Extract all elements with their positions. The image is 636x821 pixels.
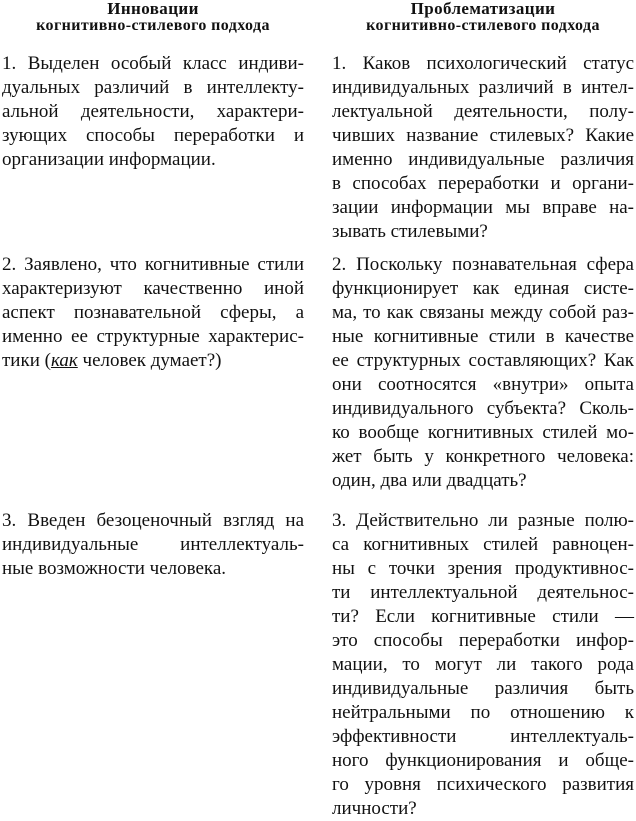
text-line: ны с точки зрения продуктивнос- <box>332 558 634 579</box>
text-line: ные возможности человека. <box>2 558 227 579</box>
text-line: го уровня психического развития <box>332 774 634 795</box>
text-line: именно индивидуальные различия <box>332 149 634 170</box>
text-line: именно ее структурные характерис- <box>2 326 304 347</box>
column-header-problematizations <box>332 0 634 34</box>
text-line: аспект познавательной сферы, а <box>2 302 304 323</box>
text-line: мации, то могут ли такого рода <box>332 654 634 675</box>
text-line: характеризуют качественно иной <box>2 278 304 299</box>
text-line: эффективности интеллектуаль- <box>332 726 634 747</box>
text-line: индивидуального субъекта? Сколь- <box>332 398 634 419</box>
text-line: дуальных различий в интеллекту- <box>2 77 304 98</box>
problem-item-1 <box>332 52 634 244</box>
text-line: альной деятельности, характери- <box>2 101 304 122</box>
problem-item-2 <box>332 253 634 493</box>
text-line: зующих способы переработки и <box>2 125 304 146</box>
header-subtitle: когнитивно-стилевого подхода <box>366 17 600 34</box>
innovation-item-2 <box>2 253 304 373</box>
text-line: ее структурных составляющих? Как <box>332 350 634 371</box>
text-line: ти? Если когнитивные стили — <box>332 606 634 627</box>
text-line: зации информации мы вправе на- <box>332 197 634 218</box>
innovation-item-1 <box>2 52 304 172</box>
text-line: организации информации. <box>2 149 216 170</box>
text-fragment: человек думает?) <box>77 350 222 371</box>
text-line: ного функционирования и обще- <box>332 750 634 771</box>
text-line: са когнитивных стилей равноцен- <box>332 534 634 555</box>
text-line: индивидуальные интеллектуаль- <box>2 534 304 555</box>
text-line <box>2 349 304 373</box>
header-subtitle: когнитивно-стилевого подхода <box>36 17 270 34</box>
text-line: 3. Действительно ли разные полю- <box>332 510 634 531</box>
text-line: 1. Выделен особый класс индиви- <box>2 53 304 74</box>
text-line: 2. Поскольку познавательная сфера <box>332 254 634 275</box>
problem-item-3 <box>332 509 634 821</box>
text-line: ти интеллектуальной деятельнос- <box>332 582 634 603</box>
text-line: 3. Введен безоценочный взгляд на <box>2 510 304 531</box>
header-title: Инновации <box>107 0 199 18</box>
text-line: они соотносятся «внутри» опыта <box>332 374 634 395</box>
text-line: ко вообще когнитивных стилей мо- <box>332 422 634 443</box>
text-line: жет быть у конкретного человека: <box>332 446 634 467</box>
text-line: в способах переработки и органи- <box>332 173 634 194</box>
emphasis-word: как <box>50 350 78 371</box>
text-line: чивших название стилевых? Какие <box>332 125 634 146</box>
header-title: Проблематизации <box>410 0 556 18</box>
text-fragment: тики ( <box>2 350 51 371</box>
text-line: индивидуальных различий в интел- <box>332 77 634 98</box>
text-line: один, два или двадцать? <box>332 470 527 491</box>
text-line: ные когнитивные стили в качестве <box>332 326 634 347</box>
text-line: индивидуальные различия быть <box>332 678 634 699</box>
text-line: функционирует как единая систе- <box>332 278 634 299</box>
text-line: 2. Заявлено, что когнитивные стили <box>2 254 304 275</box>
text-line: ма, то как связаны между собой раз- <box>332 302 634 323</box>
innovation-item-3 <box>2 509 304 581</box>
column-problematizations <box>332 0 634 819</box>
column-innovations <box>2 0 304 579</box>
text-line: это способы переработки инфор- <box>332 630 634 651</box>
text-line: зывать стилевыми? <box>332 221 488 242</box>
text-line: лектуальной деятельности, полу- <box>332 101 634 122</box>
column-header-innovations <box>2 0 304 34</box>
text-line: личности? <box>332 798 417 819</box>
text-line: нейтральными по отношению к <box>332 702 634 723</box>
text-line: 1. Каков психологический статус <box>332 53 634 74</box>
